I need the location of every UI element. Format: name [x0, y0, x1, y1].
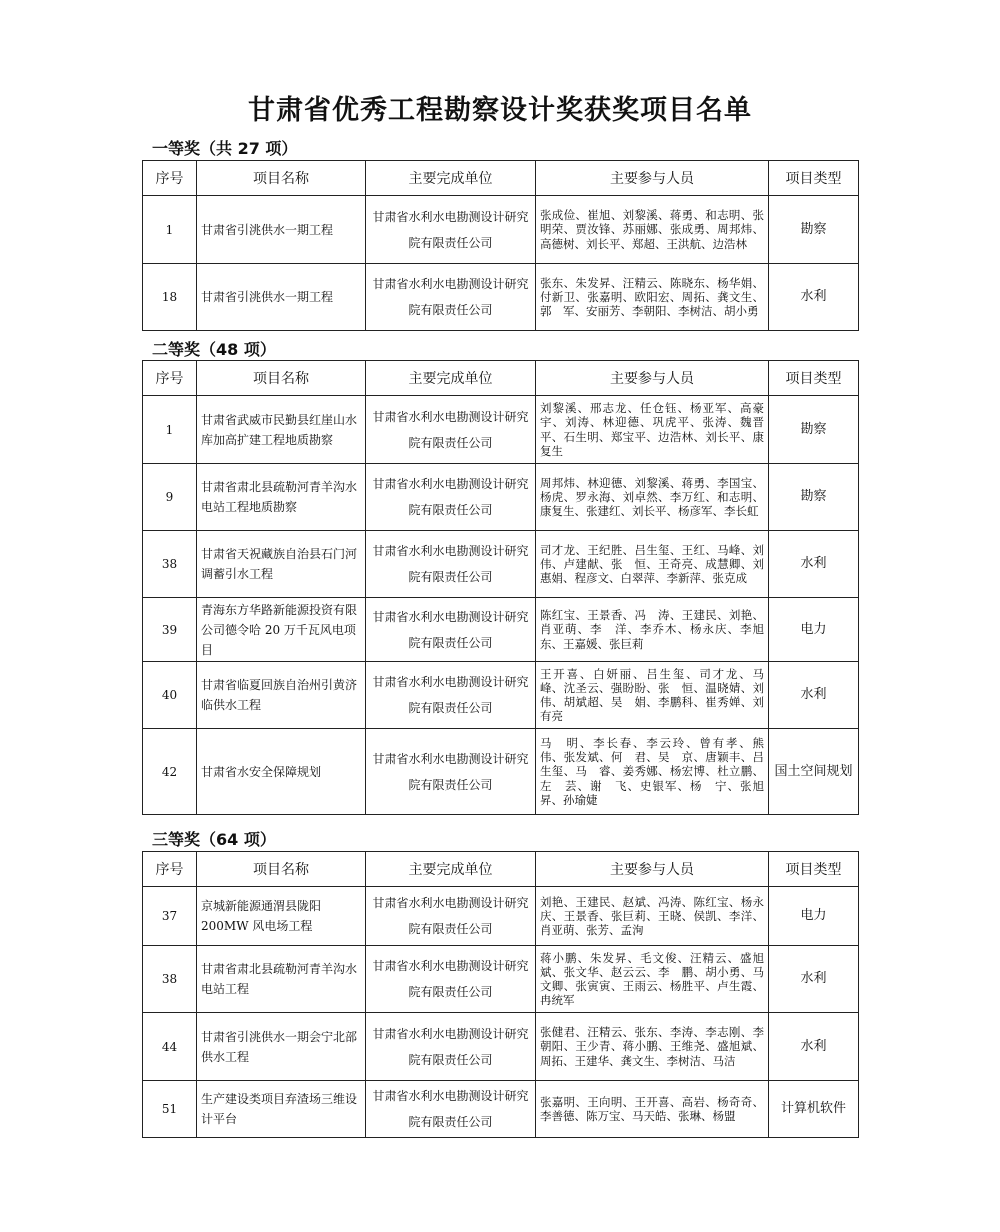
row-unit: 甘肃省水利水电勘测设计研究院有限责任公司 [366, 1081, 536, 1138]
row-unit: 甘肃省水利水电勘测设计研究院有限责任公司 [366, 887, 536, 946]
header-project-name: 项目名称 [197, 852, 366, 887]
table-row [143, 196, 859, 264]
row-no: 38 [143, 946, 197, 1013]
award-table-second-prize [142, 360, 859, 815]
table-row [143, 946, 859, 1013]
row-project-name: 甘肃省引洮供水一期会宁北部供水工程 [197, 1013, 366, 1081]
row-unit: 甘肃省水利水电勘测设计研究院有限责任公司 [366, 1013, 536, 1081]
row-project-name: 甘肃省肃北县疏勒河青羊沟水电站工程地质勘察 [197, 464, 366, 531]
row-type: 勘察 [769, 396, 859, 464]
header-project-name: 项目名称 [197, 361, 366, 396]
row-no: 1 [143, 196, 197, 264]
header-no: 序号 [143, 161, 197, 196]
row-project-name: 青海东方华路新能源投资有限公司德令哈 20 万千瓦风电项目 [197, 598, 366, 662]
header-people: 主要参与人员 [536, 852, 769, 887]
row-no: 42 [143, 729, 197, 815]
table-header-row [143, 852, 859, 887]
row-no: 51 [143, 1081, 197, 1138]
table-row [143, 662, 859, 729]
header-type: 项目类型 [769, 852, 859, 887]
award-table-third-prize [142, 851, 859, 1138]
row-project-name: 甘肃省临夏回族自治州引黄济临供水工程 [197, 662, 366, 729]
table-row [143, 1013, 859, 1081]
header-type: 项目类型 [769, 161, 859, 196]
row-unit: 甘肃省水利水电勘测设计研究院有限责任公司 [366, 729, 536, 815]
row-no: 9 [143, 464, 197, 531]
row-type: 水利 [769, 662, 859, 729]
row-people: 王开喜、白妍丽、吕生玺、司才龙、马 峰、沈圣云、强盼盼、张 恒、温晓婧、刘 伟、胡斌超、吴 娟、李鹏科、崔秀婵、刘有亮 [536, 662, 769, 729]
page-title: 甘肃省优秀工程勘察设计奖获奖项目名单 [248, 95, 752, 126]
row-type: 水利 [769, 531, 859, 598]
table-row [143, 531, 859, 598]
row-no: 1 [143, 396, 197, 464]
row-unit: 甘肃省水利水电勘测设计研究院有限责任公司 [366, 464, 536, 531]
row-people: 张嘉明、王向明、王开喜、高岩、杨奇奇、李善德、陈万宝、马天皓、张琳、杨盟 [536, 1081, 769, 1138]
row-project-name: 甘肃省引洮供水一期工程 [197, 196, 366, 264]
table-row [143, 396, 859, 464]
section-heading-third-prize: 三等奖（64 项） [152, 830, 276, 849]
row-people: 张东、朱发昇、汪精云、陈晓东、杨华娟、付新卫、张嘉明、欧阳宏、周拓、龚文生、郭 军、安丽芳、李朝阳、李树洁、胡小勇 [536, 264, 769, 331]
table-header-row [143, 161, 859, 196]
row-people: 张健君、汪精云、张东、李涛、李志刚、李朝阳、王少青、蒋小鹏、王维尧、盛旭斌、周拓、王建华、龚文生、李树洁、马洁 [536, 1013, 769, 1081]
row-unit: 甘肃省水利水电勘测设计研究院有限责任公司 [366, 946, 536, 1013]
row-people: 马 明、李长春、李云玲、曾有孝、熊 伟、张发斌、何 君、吴 京、唐颖丰、吕生玺、马 睿、姜秀娜、杨宏博、杜立鹏、左 芸、谢 飞、史银军、杨 宁、张旭昇、孙瑜婕 [536, 729, 769, 815]
row-project-name: 生产建设类项目弃渣场三维设计平台 [197, 1081, 366, 1138]
row-project-name: 甘肃省天祝藏族自治县石门河调蓄引水工程 [197, 531, 366, 598]
row-project-name: 甘肃省肃北县疏勒河青羊沟水电站工程 [197, 946, 366, 1013]
award-table-first-prize [142, 160, 859, 331]
row-project-name: 甘肃省水安全保障规划 [197, 729, 366, 815]
row-type: 电力 [769, 598, 859, 662]
header-project-name: 项目名称 [197, 161, 366, 196]
table-row [143, 598, 859, 662]
row-people: 张成俭、崔旭、刘黎溪、蒋勇、和志明、张明荣、贾汝锋、苏丽娜、张成勇、周邦炜、高德树、刘长平、郑超、王洪航、边浩林 [536, 196, 769, 264]
table-row [143, 264, 859, 331]
row-project-name: 甘肃省武威市民勤县红崖山水库加高扩建工程地质勘察 [197, 396, 366, 464]
header-people: 主要参与人员 [536, 161, 769, 196]
row-type: 勘察 [769, 464, 859, 531]
row-no: 38 [143, 531, 197, 598]
table-row [143, 464, 859, 531]
row-no: 44 [143, 1013, 197, 1081]
row-type: 水利 [769, 264, 859, 331]
header-unit: 主要完成单位 [366, 361, 536, 396]
row-people: 刘艳、王建民、赵斌、冯涛、陈红宝、杨永庆、王景香、张巨莉、王晓、侯凯、李洋、肖亚萌、张芳、孟洵 [536, 887, 769, 946]
table-header-row [143, 361, 859, 396]
header-no: 序号 [143, 361, 197, 396]
row-project-name: 京城新能源通渭县陇阳200MW 风电场工程 [197, 887, 366, 946]
row-people: 刘黎溪、邢志龙、任仓钰、杨亚军、高豪宇、刘涛、林迎德、巩虎平、张涛、魏晋平、石生明、郑宝平、边浩林、刘长平、康复生 [536, 396, 769, 464]
row-people: 周邦炜、林迎德、刘黎溪、蒋勇、李国宝、杨虎、罗永海、刘卓然、李万红、和志明、康复生、张建红、刘长平、杨彦军、李长虹 [536, 464, 769, 531]
header-people: 主要参与人员 [536, 361, 769, 396]
row-no: 18 [143, 264, 197, 331]
section-heading-first-prize: 一等奖（共 27 项） [152, 139, 298, 158]
table-row [143, 1081, 859, 1138]
row-unit: 甘肃省水利水电勘测设计研究院有限责任公司 [366, 662, 536, 729]
row-no: 40 [143, 662, 197, 729]
row-unit: 甘肃省水利水电勘测设计研究院有限责任公司 [366, 264, 536, 331]
table-row [143, 887, 859, 946]
row-type: 水利 [769, 1013, 859, 1081]
row-project-name: 甘肃省引洮供水一期工程 [197, 264, 366, 331]
row-unit: 甘肃省水利水电勘测设计研究院有限责任公司 [366, 196, 536, 264]
row-people: 蒋小鹏、朱发昇、毛文俊、汪精云、盛旭斌、张文华、赵云云、李 鹏、胡小勇、马文卿、张寅寅、王雨云、杨胜平、卢生霞、冉统军 [536, 946, 769, 1013]
header-unit: 主要完成单位 [366, 161, 536, 196]
row-type: 国土空间规划 [769, 729, 859, 815]
row-no: 37 [143, 887, 197, 946]
section-heading-second-prize: 二等奖（48 项） [152, 340, 276, 359]
row-unit: 甘肃省水利水电勘测设计研究院有限责任公司 [366, 396, 536, 464]
header-type: 项目类型 [769, 361, 859, 396]
row-people: 陈红宝、王景香、冯 涛、王建民、刘艳、肖亚萌、李 洋、李乔木、杨永庆、李旭东、王嘉媛、张巨莉 [536, 598, 769, 662]
row-people: 司才龙、王纪胜、吕生玺、王红、马峰、刘 伟、卢建献、张 恒、王奇亮、成慧卿、刘惠娟、程彦文、白翠萍、李新萍、张克成 [536, 531, 769, 598]
row-type: 水利 [769, 946, 859, 1013]
header-no: 序号 [143, 852, 197, 887]
row-no: 39 [143, 598, 197, 662]
header-unit: 主要完成单位 [366, 852, 536, 887]
row-unit: 甘肃省水利水电勘测设计研究院有限责任公司 [366, 598, 536, 662]
row-type: 计算机软件 [769, 1081, 859, 1138]
table-row [143, 729, 859, 815]
row-type: 勘察 [769, 196, 859, 264]
row-type: 电力 [769, 887, 859, 946]
row-unit: 甘肃省水利水电勘测设计研究院有限责任公司 [366, 531, 536, 598]
